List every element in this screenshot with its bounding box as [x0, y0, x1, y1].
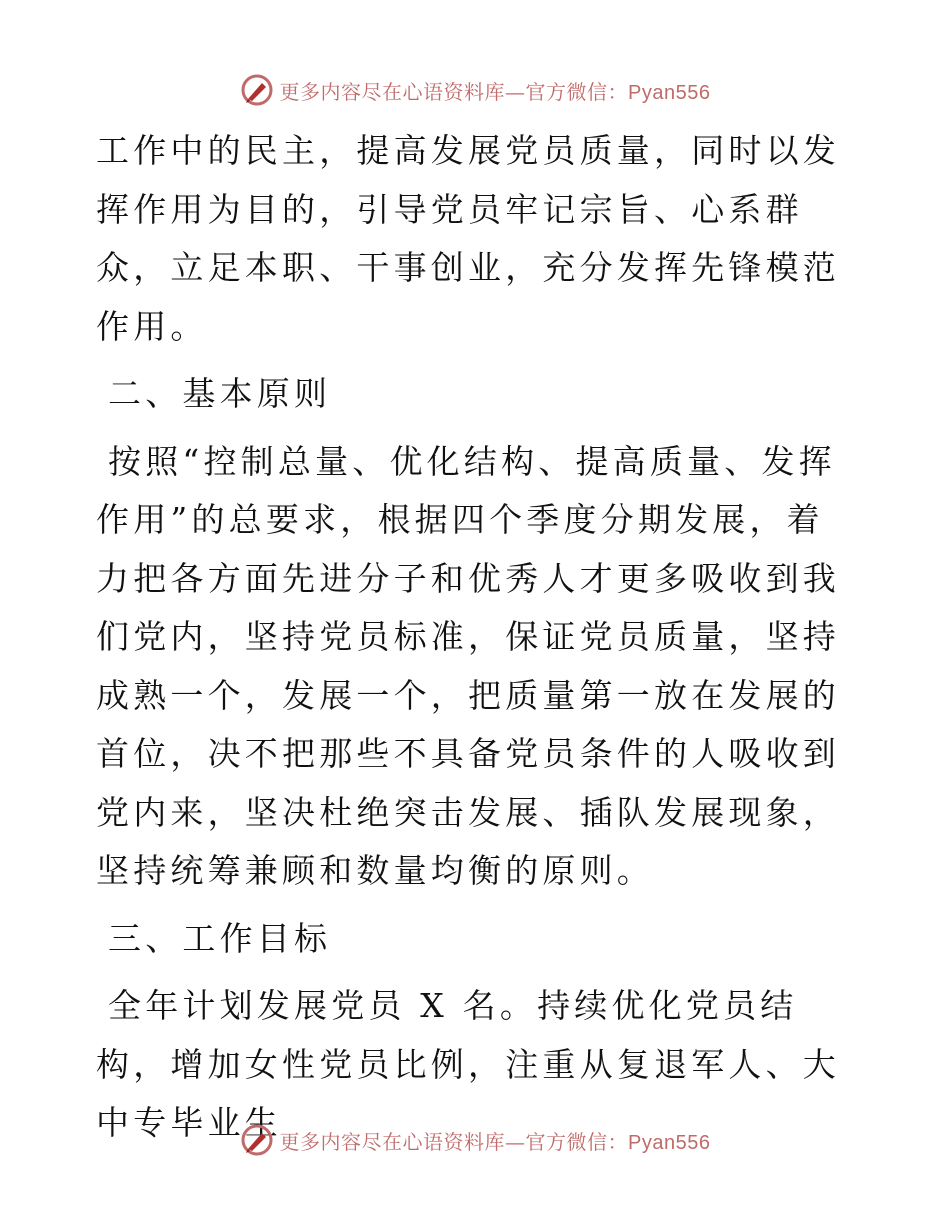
paragraph-work-goals: 全年计划发展党员 X 名。持续优化党员结构，增加女性党员比例，注重从复退军人、大中专毕业生: [96, 986, 840, 1142]
paragraph-basic-principles: 按照“控制总量、优化结构、提高质量、发挥作用”的总要求，根据四个季度分期发展，着力把各方面先进分子和优秀人才更多吸收到我们党内，坚持党员标准，保证党员质量，坚持成熟一个，发展一个，把质量第一放在发展的首位，决不把那些不具备党员条件的人吸收到党内来，坚决杜绝突击发展、插队发展现象，坚持统筹兼顾和数量均衡的原则。: [96, 441, 840, 890]
watermark-text: 更多内容尽在心语资料库—官方微信：Pyan556: [279, 79, 711, 104]
paragraph-intro-continuation: 工作中的民主，提高发展党员质量，同时以发挥作用为目的，引导党员牢记宗旨、心系群众，立足本职、干事创业，充分发挥先锋模范作用。: [96, 131, 840, 346]
watermark-text: 更多内容尽在心语资料库—官方微信：Pyan556: [279, 1129, 711, 1154]
section-heading-work-goals: 三、工作目标: [108, 918, 332, 958]
section-heading-basic-principles: 二、基本原则: [108, 374, 332, 413]
pen-logo-icon: [240, 1123, 274, 1157]
document-body: [96, 122, 856, 1153]
footer-watermark: [0, 1120, 950, 1160]
pen-logo-icon: [240, 73, 274, 107]
header-watermark: [0, 70, 950, 110]
